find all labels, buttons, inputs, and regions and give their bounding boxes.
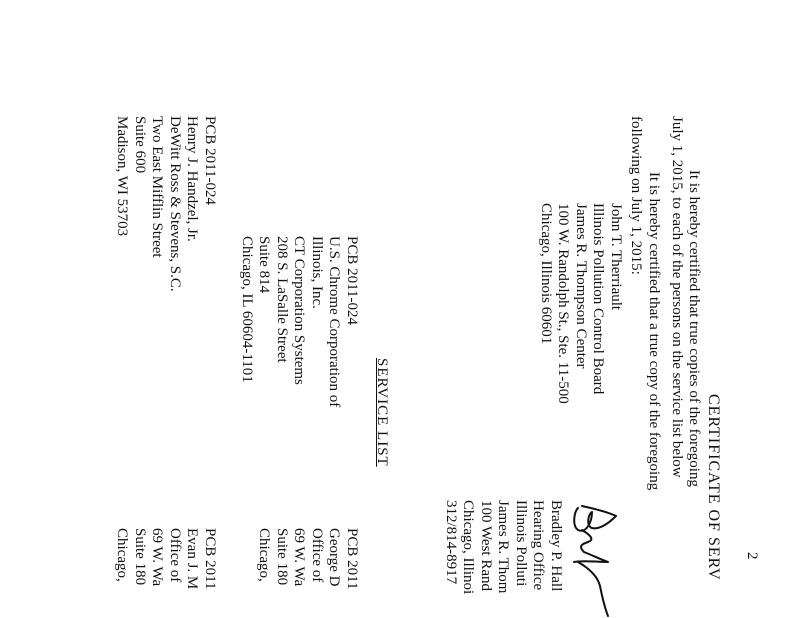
service-entry-3	[113, 116, 218, 292]
service-entry-line: George D	[326, 528, 343, 587]
service-entry-line: Henry J. Handzel, Jr.	[184, 116, 201, 242]
service-entry-line: Office of	[309, 528, 325, 583]
signer-line: Hearing Office	[530, 500, 547, 591]
service-entry-line: 69 W. Wa	[149, 528, 166, 587]
service-entry-line: Suite 814	[256, 236, 273, 294]
signer-line: James R. Thom	[495, 500, 512, 594]
service-entry-line: Evan J. M	[184, 528, 201, 590]
service-entry-line: Madison, WI 53703	[114, 116, 131, 237]
certificate-heading: CERTIFICATE OF SERV	[705, 394, 722, 581]
service-entry-line: PCB 2011-024	[202, 116, 218, 206]
service-entry-2	[255, 528, 360, 590]
service-entry-line: Suite 180	[132, 528, 148, 586]
signer-line: 100 West Rand	[478, 500, 494, 592]
paragraph2-line1: It is hereby certified that a true copy of the foregoing	[646, 172, 662, 491]
service-entry-1	[238, 236, 361, 407]
clerk-address-line: James R. Thompson Center	[573, 203, 589, 369]
service-entry-line: Chicago,	[256, 528, 273, 582]
paragraph1-line1: It is hereby certified that true copies of the foregoing	[686, 170, 702, 487]
service-entry-line: PCB 2011-024	[344, 236, 360, 326]
service-entry-line: PCB 2011	[344, 528, 360, 590]
service-entry-line: Two East Mifflin Street	[149, 116, 166, 258]
clerk-address-line: 100 W. Randolph St., Ste. 11-500	[555, 203, 572, 404]
clerk-address-line: Chicago, Illinois 60601	[538, 203, 554, 345]
service-entry-line: Office of	[167, 528, 183, 583]
signer-block	[442, 500, 565, 594]
page-number: 2	[744, 552, 760, 560]
signature-image	[564, 500, 622, 618]
service-entry-line: Chicago,	[114, 528, 131, 582]
paragraph1-line2: July 1, 2015, to each of the persons on the service list below	[669, 116, 685, 478]
service-entry-line: PCB 2011	[202, 528, 218, 590]
service-entry-line: Suite 180	[274, 528, 290, 586]
service-entry-line: Chicago, IL 60604-1101	[239, 236, 255, 383]
service-entry-line: DeWitt Ross & Stevens, S.C.	[167, 116, 183, 292]
signer-line: Illinois Polluti	[513, 500, 529, 587]
service-entry-line: U.S. Chrome Corporation of	[326, 236, 343, 408]
signer-line: Bradley P. Hall	[548, 500, 564, 592]
signer-line: Chicago, Illinoi	[460, 500, 477, 595]
clerk-address-line: Illinois Pollution Control Board	[590, 203, 607, 395]
service-entry-line: 208 S. LaSalle Street	[274, 236, 290, 363]
service-entry-4	[113, 528, 218, 590]
service-entry-line: Suite 600	[132, 116, 148, 174]
service-entry-line: CT Corporation Systems	[291, 236, 308, 385]
service-list-heading: SERVICE LIST	[374, 358, 390, 467]
signer-line: 312/814-8917	[443, 500, 459, 585]
clerk-address-line: John T. Therriault	[608, 203, 624, 311]
paragraph2-line2: following on July 1, 2015:	[628, 116, 644, 275]
clerk-address	[537, 203, 625, 404]
service-entry-line: Illinois, Inc.	[309, 236, 325, 309]
service-entry-line: 69 W. Wa	[291, 528, 308, 587]
